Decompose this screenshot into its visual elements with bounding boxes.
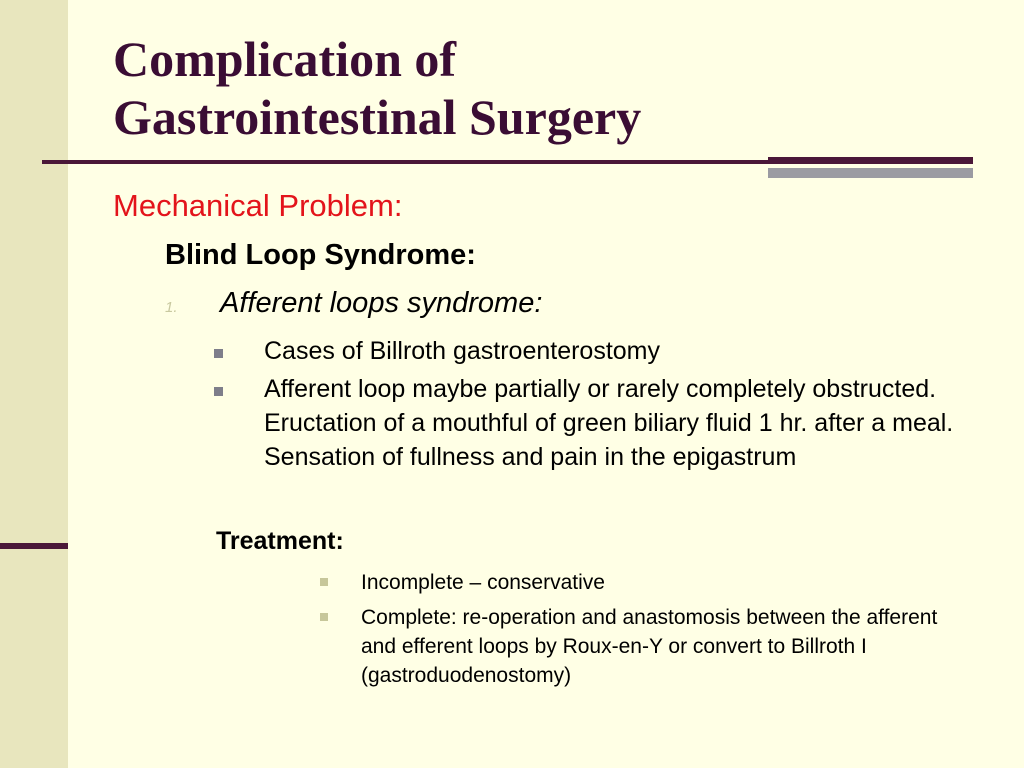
right-accent-rule-grey (768, 168, 973, 178)
list-item (214, 334, 974, 368)
left-decorative-band (0, 0, 68, 768)
slide-title-line-1: Complication of (113, 31, 457, 87)
list-item-text: Afferent loop maybe partially or rarely completely obstructed. Eructation of a mouthful of green biliary fluid 1 hr. after a meal. Sensation of fullness and pain in the epigastrum (264, 375, 954, 471)
section-heading: Mechanical Problem: (113, 188, 403, 223)
numbered-item (165, 287, 542, 320)
list-item-text: Complete: re-operation and anastomosis between the afferent and efferent loops by Roux-en-Y or convert to Billroth I (gastroduodenostomy) (361, 606, 938, 687)
right-accent-rule-dark (768, 157, 973, 164)
list-item-text: Incomplete – conservative (361, 571, 605, 594)
treatment-label: Treatment: (216, 527, 344, 555)
list-item (320, 568, 940, 597)
list-item-text: Cases of Billroth gastroenterostomy (264, 337, 661, 365)
square-bullet-icon (320, 613, 328, 621)
list-item (320, 603, 940, 690)
number-marker: 1. (165, 299, 178, 316)
numbered-item-text: Afferent loops syndrome: (220, 287, 543, 319)
title-underline-rule (42, 160, 768, 164)
left-accent-rule (0, 543, 68, 549)
slide-title-line-2: Gastrointestinal Surgery (113, 89, 642, 145)
square-bullet-icon (214, 387, 223, 396)
bullet-list (214, 334, 974, 478)
sub-heading: Blind Loop Syndrome: (165, 239, 476, 271)
list-item (214, 372, 974, 474)
square-bullet-icon (214, 349, 223, 358)
treatment-list (320, 568, 940, 696)
square-bullet-icon (320, 578, 328, 586)
slide-title (113, 30, 641, 146)
